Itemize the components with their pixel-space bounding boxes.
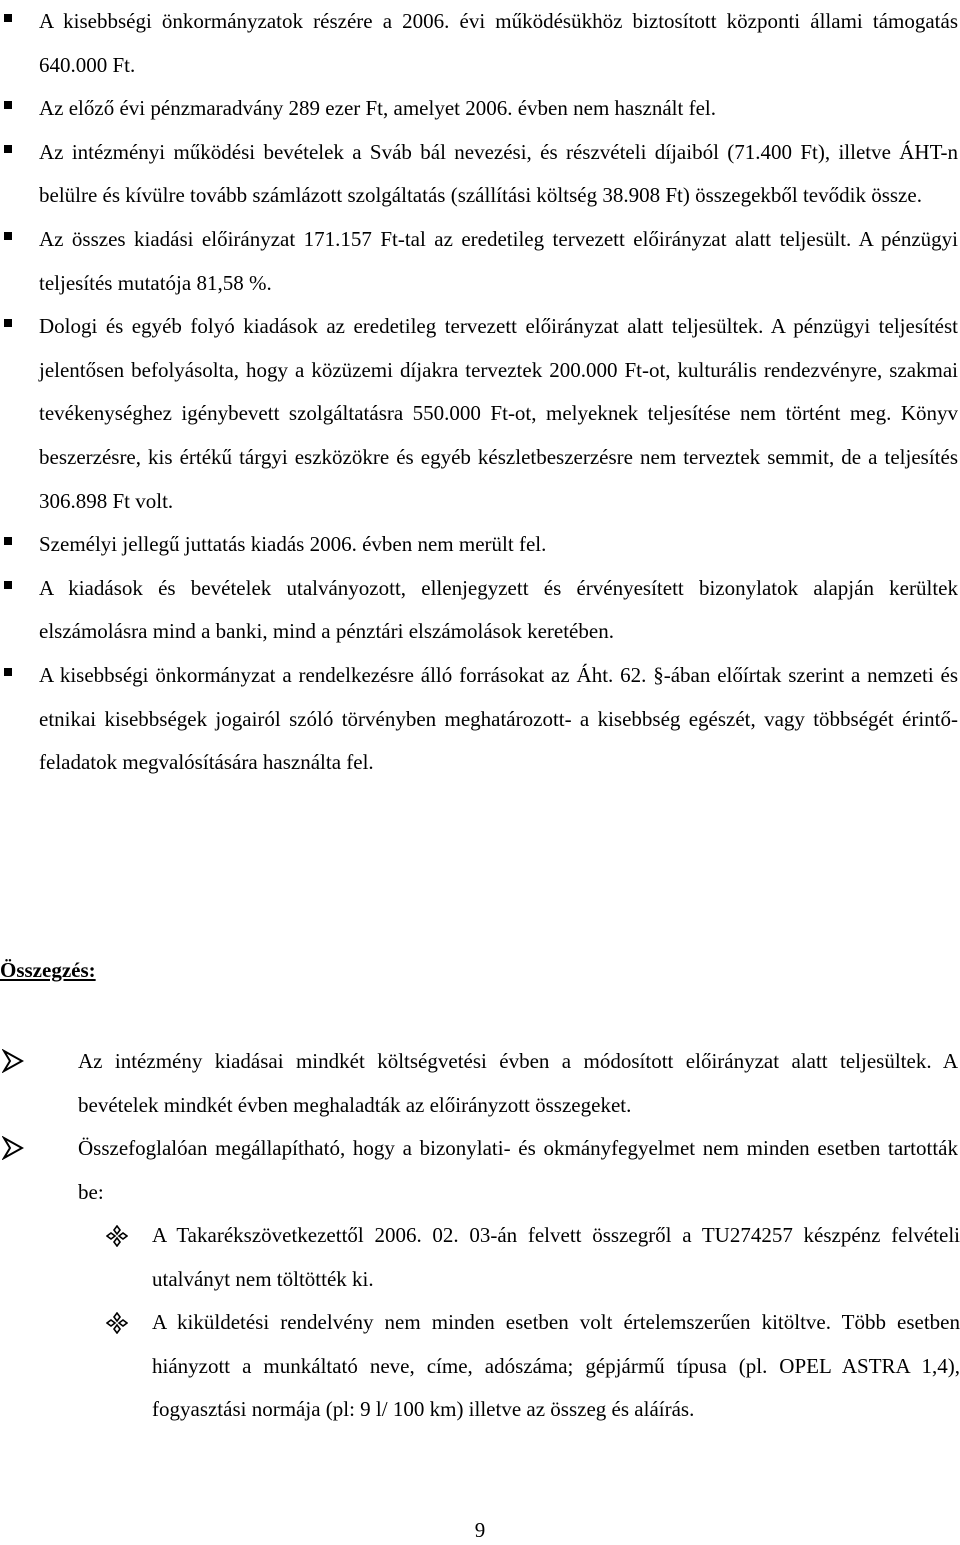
list-item: A kiadások és bevételek utalványozott, ellenjegyzett és érvényesített bizonylatok alapján kerültek elszámolásra mind a banki, mind a pénztári elszámolások keretében. — [0, 567, 960, 654]
square-bullet-icon — [4, 668, 12, 676]
list-item: Az összes kiadási előirányzat 171.157 Ft-tal az eredetileg tervezett előirányzat alatt teljesült. A pénzügyi teljesítés mutatója 81,58 %. — [0, 218, 960, 305]
summary-item: Az intézmény kiadásai mindkét költségvetési évben a módosított előirányzat alatt teljesültek. A bevételek mindkét évben meghaladták az előirányzott összegeket. — [0, 1040, 960, 1127]
list-item: Az intézményi működési bevételek a Sváb bál nevezési, és részvételi díjaiból (71.400 Ft), illetve ÁHT-n belülre és kívülre tovább számlázott szolgáltatás (szállítási költség 38.908 Ft) összegekből tevődik össze. — [0, 131, 960, 218]
square-bullet-icon — [4, 319, 12, 327]
square-bullet-icon — [4, 581, 12, 589]
sub-item: A Takarékszövetkezettől 2006. 02. 03-án felvett összegről a TU274257 készpénz felvételi utalványt nem töltötték ki. — [78, 1214, 960, 1301]
square-bullet-icon — [4, 101, 12, 109]
page-number: 9 — [474, 1518, 486, 1542]
summary-heading: Összegzés: — [0, 958, 96, 982]
summary-item: Összefoglalóan megállapítható, hogy a bizonylati- és okmányfegyelmet nem minden esetben tartották be: — [0, 1127, 960, 1214]
list-item: A kisebbségi önkormányzat a rendelkezésre álló forrásokat az Áht. 62. §-ában előírtak szerint a nemzeti és etnikai kisebbségek jogairól szóló törvényben meghatározott- a kisebbség egészét, vagy többségét érintő- feladatok megvalósítására használta fel. — [0, 654, 960, 785]
square-bullet-icon — [4, 232, 12, 240]
four-diamond-bullet-icon — [106, 1225, 128, 1247]
summary-list — [0, 1040, 960, 1214]
sub-list — [0, 1214, 960, 1432]
square-bullet-icon — [4, 145, 12, 153]
sub-item: A kiküldetési rendelvény nem minden esetben volt értelemszerűen kitöltve. Több esetben hiányzott a munkáltató neve, címe, adószáma; gépjármű típusa (pl. OPEL ASTRA 1,4), fogyasztási normája (pl: 9 l/ 100 km) illetve az összeg és aláírás. — [78, 1301, 960, 1432]
list-item: Az előző évi pénzmaradvány 289 ezer Ft, amelyet 2006. évben nem használt fel. — [0, 87, 960, 131]
four-diamond-bullet-icon — [106, 1312, 128, 1334]
list-item: A kisebbségi önkormányzatok részére a 2006. évi működésükhöz biztosított központi állami támogatás 640.000 Ft. — [0, 0, 960, 87]
arrowhead-bullet-icon — [2, 1049, 24, 1073]
square-bullet-icon — [4, 14, 12, 22]
square-bullet-icon — [4, 537, 12, 545]
list-item: Dologi és egyéb folyó kiadások az eredetileg tervezett előirányzat alatt teljesültek. A pénzügyi teljesítést jelentősen befolyásolta, hogy a közüzemi díjakra terveztek 200.000 Ft-ot, kulturális rendezvényre, szakmai tevékenységhez igénybevett szolgáltatásra 550.000 Ft-ot, melyeknek teljesítése nem történt meg. Könyv beszerzésre, kis értékű tárgyi eszközökre és egyéb készletbeszerzésre nem terveztek semmit, de a teljesítés 306.898 Ft volt. — [0, 305, 960, 523]
arrowhead-bullet-icon — [2, 1136, 24, 1160]
list-item: Személyi jellegű juttatás kiadás 2006. évben nem merült fel. — [0, 523, 960, 567]
